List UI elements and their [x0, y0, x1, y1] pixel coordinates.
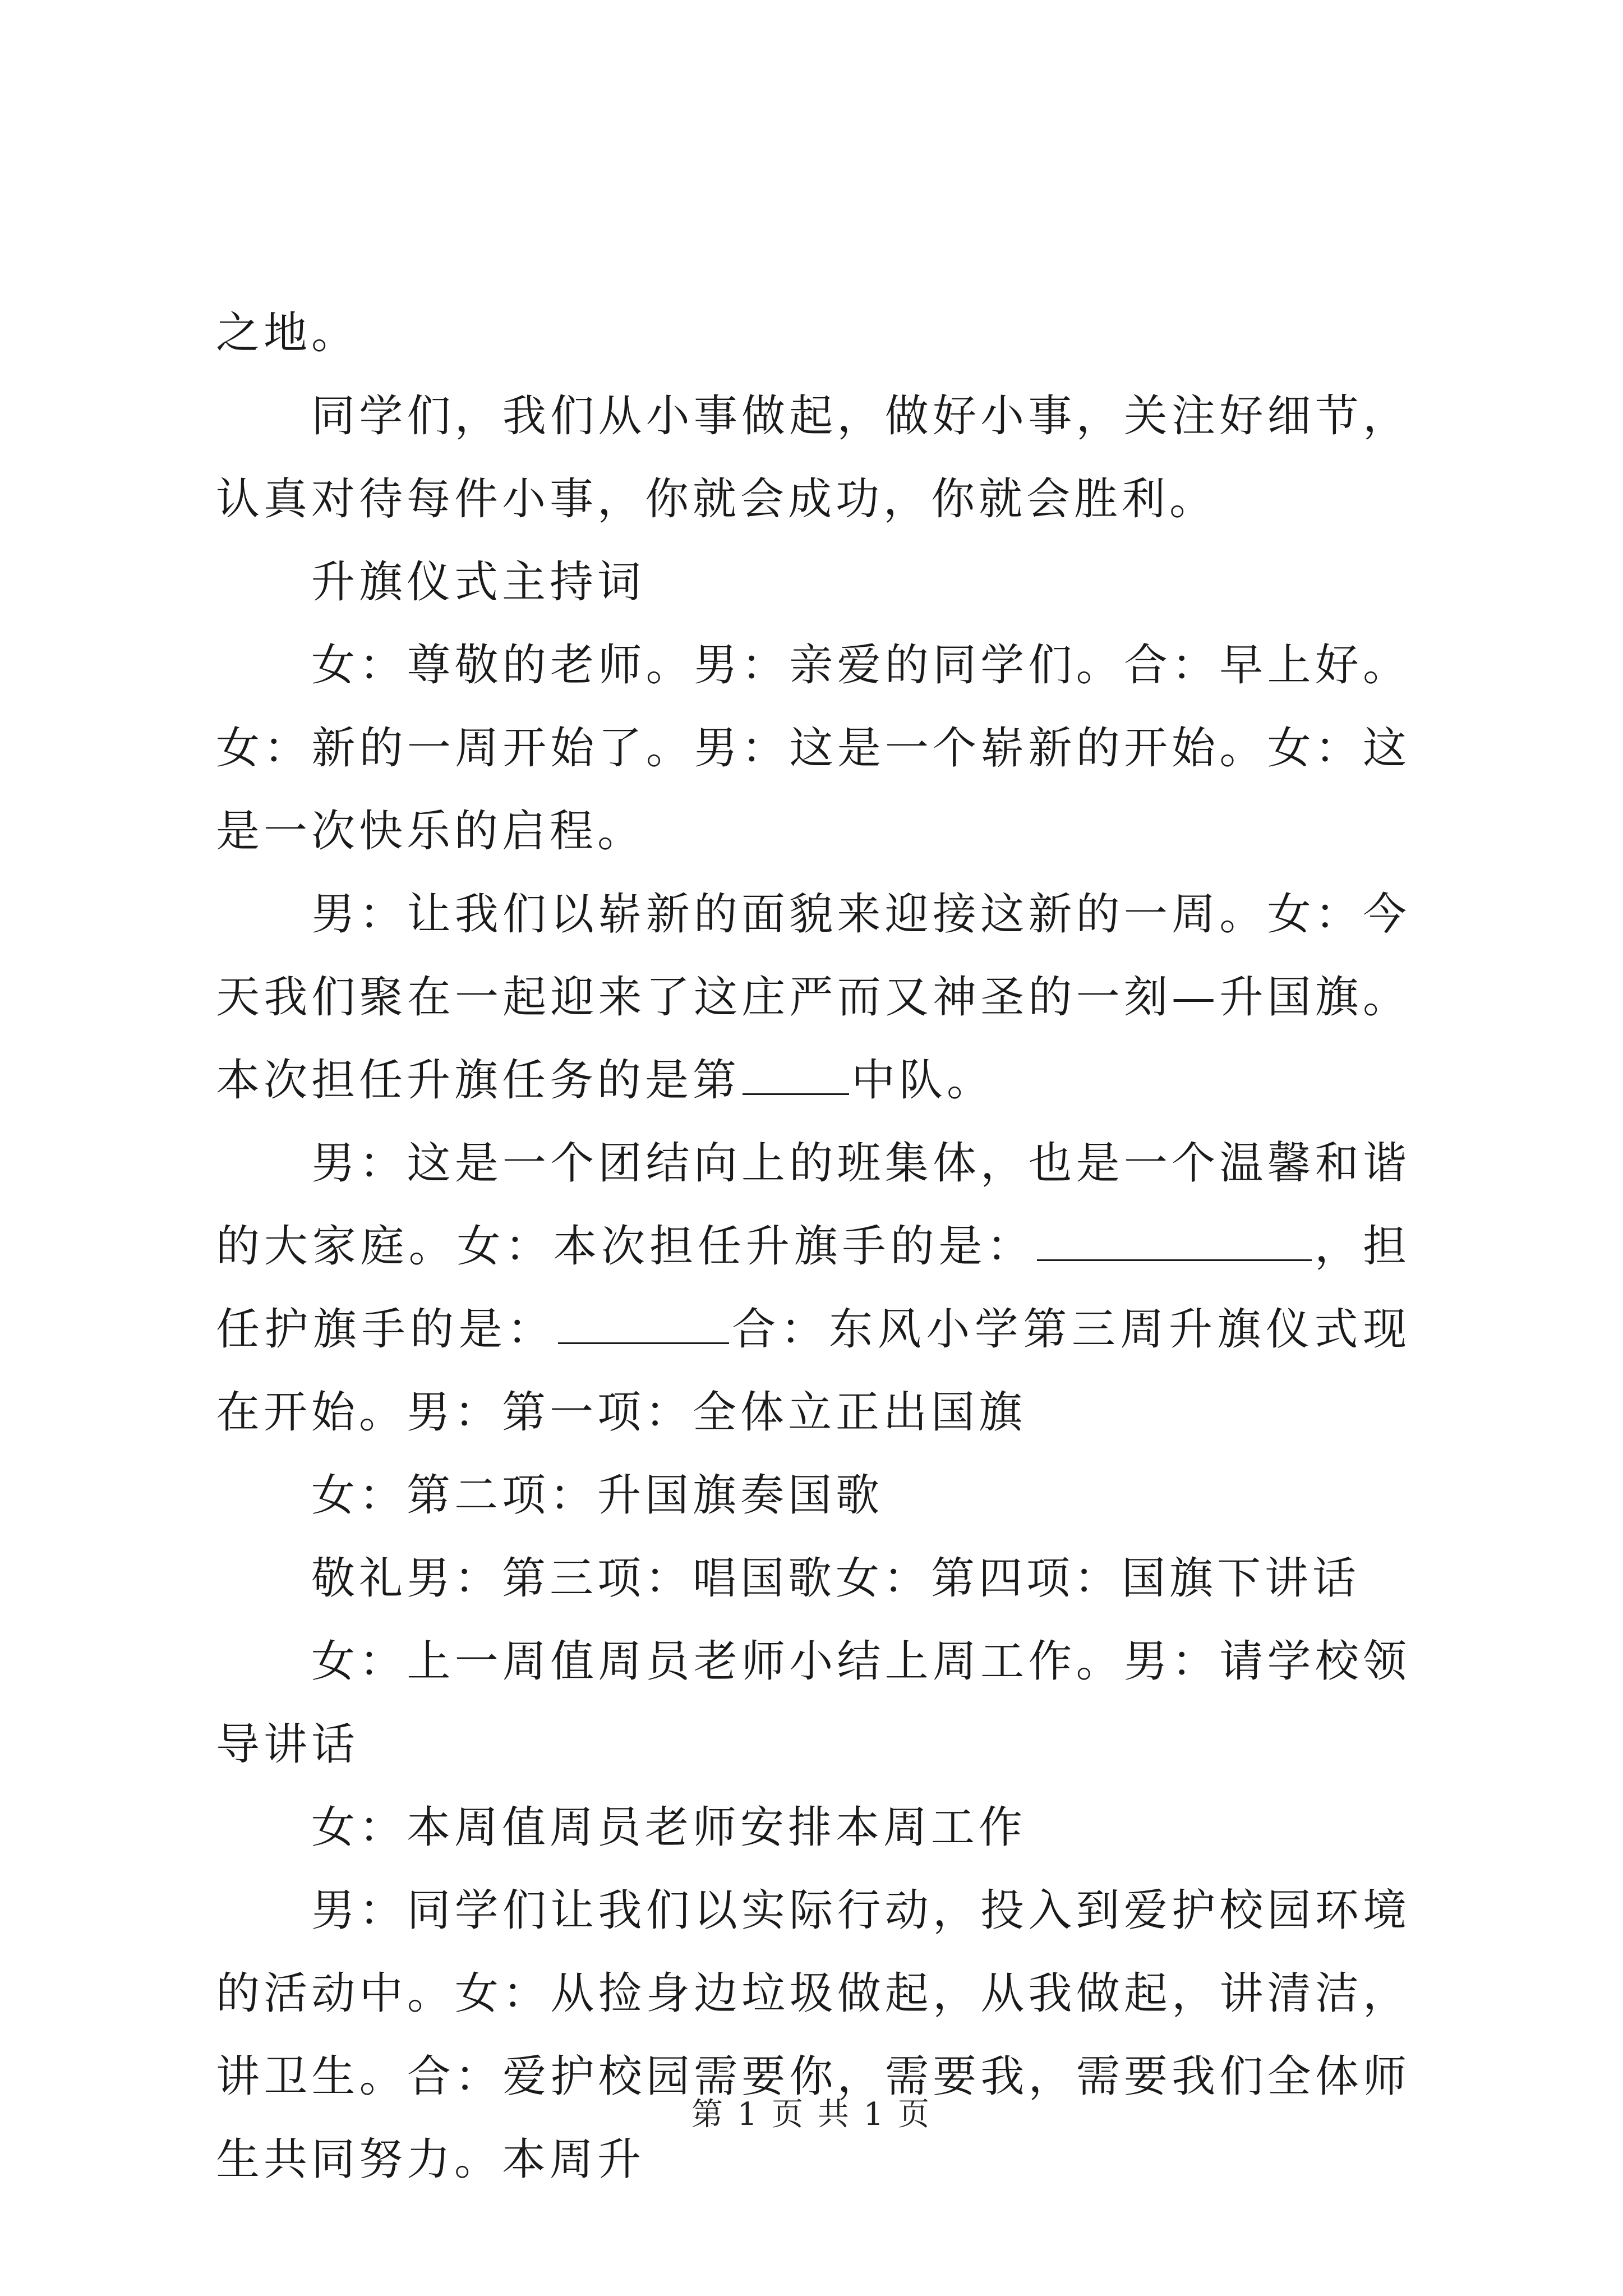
paragraph-small-things: 同学们，我们从小事做起，做好小事，关注好细节，认真对待每件小事，你就会成功，你就会胜利。 [216, 391, 1410, 524]
paragraph-text: ，担任护旗手的是： [216, 1221, 1410, 1355]
fill-in-blank [743, 1060, 849, 1095]
paragraph-text: 中队。 [851, 1055, 995, 1106]
page-number-footer: 第 1 页 共 1 页 [691, 2096, 932, 2133]
paragraph-last-week-summary: 女：上一周值周员老师小结上周工作。男：请学校领导讲话 [216, 1636, 1410, 1770]
paragraph-greeting: 女：尊敬的老师。男：亲爱的同学们。合：早上好。女：新的一周开始了。男：这是一个崭新的开始。女：这是一次快乐的启程。 [216, 640, 1410, 857]
paragraph-flag-squad [216, 873, 1410, 1122]
paragraph-text: 男：让我们以崭新的面貌来迎接这新的一周。女：今天我们聚在一起迎来了这庄严而又神圣的一刻—升国旗。本次担任升旗任务的是第 [216, 889, 1410, 1106]
fill-in-blank [1037, 1226, 1312, 1261]
paragraph-this-week-plan: 女：本周值周员老师安排本周工作 [311, 1802, 1027, 1853]
paragraph-continuation: 之地。 [216, 308, 359, 358]
paragraph-text: 合：东风小学第三周升旗仪式现在开始。男：第一项：全体立正出国旗 [216, 1304, 1410, 1438]
paragraph-item-two: 女：第二项：升国旗奏国歌 [311, 1470, 884, 1521]
document-body [216, 292, 1410, 2201]
paragraph-text: 男：这是一个团结向上的班集体，也是一个温馨和谐的大家庭。女：本次担任升旗手的是： [216, 1138, 1410, 1272]
paragraph-campus-care: 男：同学们让我们以实际行动，投入到爱护校园环境的活动中。女：从捡身边垃圾做起，从我做起，讲清洁，讲卫生。合：爱护校园需要你，需要我，需要我们全体师生共同努力。本周升 [216, 1885, 1410, 2185]
fill-in-blank [558, 1309, 729, 1344]
paragraph-items-three-four: 敬礼男：第三项：唱国歌女：第四项：国旗下讲话 [311, 1553, 1361, 1604]
section-heading: 升旗仪式主持词 [311, 557, 645, 608]
paragraph-flag-bearers [216, 1122, 1410, 1454]
